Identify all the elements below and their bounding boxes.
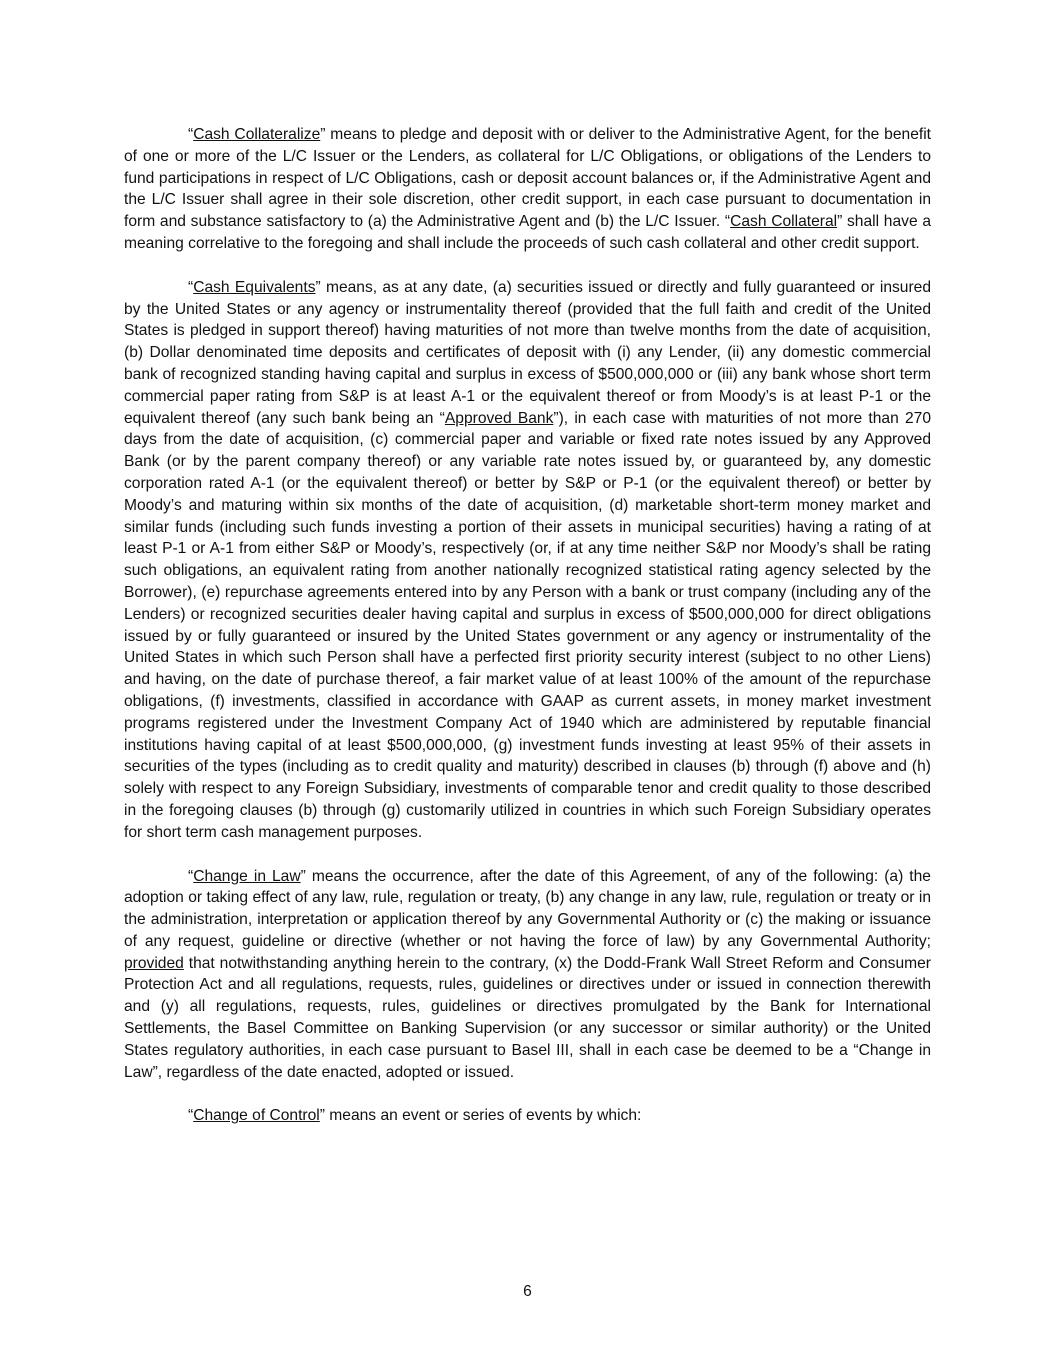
underlined-provided: provided bbox=[124, 954, 184, 972]
open-quote: “ bbox=[188, 1107, 194, 1125]
defined-term-cash-collateralize: Cash Collateralize bbox=[193, 126, 321, 143]
definition-cash-equivalents bbox=[124, 277, 931, 844]
close-quote: ” bbox=[319, 1107, 325, 1125]
definition-text: ” shall have a meaning correlative to the foregoing and shall include the proceeds of such cash collateral and other credit support. bbox=[124, 213, 932, 252]
definition-change-in-law bbox=[124, 866, 931, 1084]
close-quote: ” bbox=[320, 126, 326, 143]
definition-text: means to pledge and deposit with or deliver to the Administrative Agent, for the benefit of one or more of the L/C Issuer or the Lenders, as collateral for L/C Obligations, or obligations of the Lenders to fund participations in respect of L/C Obligations, cash or deposit account balances or, if the Administrative Agent and the L/C Issuer shall agree in their sole discretion, other credit support, in each case pursuant to documentation in form and substance satisfactory to (a) the Administrative Agent and (b) the L/C Issuer. “ bbox=[124, 126, 931, 231]
definition-cash-collateralize bbox=[124, 124, 931, 255]
defined-term-cash-equivalents: Cash Equivalents bbox=[193, 278, 316, 296]
document-body bbox=[124, 124, 931, 1149]
definition-text: ”), in each case with maturities of not more than 270 days from the date of acquisition, (c) commercial paper and variable or fixed rate notes issued by any Approved Bank (or by the parent company thereof) or any variable rate notes issued by, or guaranteed by, any domestic corporation rated A-1 (or the equivalent thereof) or better by S&P or P-1 (or the equivalent thereof) or better by Moody’s and maturing within six months of the date of acquisition, (d) marketable short-term money market and similar funds (including such funds investing a portion of their assets in municipal securities) having a rating of at least P-1 or A-1 from either S&P or Moody’s, respectively (or, if at any time neither S&P nor Moody’s shall be rating such obligations, an equivalent rating from another nationally recognized statistical rating agency selected by the Borrower), (e) repurchase agreements entered into by any Person with a bank or trust company (including any of the Lenders) or recognized securities dealer having capital and surplus in excess of $500,000,000 for direct obligations issued by or fully guaranteed or insured by the United States government or any agency or instrumentality of the United States in which such Person shall have a perfected first priority security interest (subject to no other Liens) and having, on the date of purchase thereof, a fair market value of at least 100% of the amount of the repurchase obligations, (f) investments, classified in accordance with GAAP as current assets, in money market investment programs registered under the Investment Company Act of 1940 which are administered by reputable financial institutions having capital of at least $500,000,000, (g) investment funds investing at least 95% of their assets in securities of the types (including as to credit quality and maturity) described in clauses (b) through (f) above and (h) solely with respect to any Foreign Subsidiary, investments of comparable tenor and credit quality to those described in the foregoing clauses (b) through (g) customarily utilized in countries in which such Foreign Subsidiary operates for short term cash management purposes. bbox=[124, 409, 931, 841]
definition-text: means an event or series of events by which: bbox=[324, 1107, 642, 1125]
close-quote: ” bbox=[315, 278, 321, 296]
open-quote: “ bbox=[188, 278, 194, 296]
defined-term-change-in-law: Change in Law bbox=[193, 867, 301, 885]
defined-term-cash-collateral: Cash Collateral bbox=[730, 213, 838, 231]
definition-text: that notwithstanding anything herein to the contrary, (x) the Dodd-Frank Wall Street Reform and Consumer Protection Act and all regulations, requests, rules, guidelines or directives under or issued in connection therewith and (y) all regulations, requests, rules, guidelines or directives promulgated by the Bank for International Settlements, the Basel Committee on Banking Supervision (or any successor or similar authority) or the United States regulatory authorities, in each case pursuant to Basel III, shall in each case be deemed to be a “Change in Law”, regardless of the date enacted, adopted or issued. bbox=[124, 954, 931, 1081]
definition-change-of-control bbox=[124, 1105, 931, 1127]
definition-text: means, as at any date, (a) securities issued or directly and fully guaranteed or insured by the United States or any agency or instrumentality thereof (provided that the full faith and credit of the United States is pledged in support thereof) having maturities of not more than twelve months from the date of acquisition, (b) Dollar denominated time deposits and certificates of deposit with (i) any Lender, (ii) any domestic commercial bank of recognized standing having capital and surplus in excess of $500,000,000 or (iii) any bank whose short term commercial paper rating from S&P is at least A-1 or the equivalent thereof or from Moody’s is at least P-1 or the equivalent thereof (any such bank being an “ bbox=[124, 278, 932, 427]
definition-text: means the occurrence, after the date of this Agreement, of any of the following: (a) the adoption or taking effect of any law, rule, regulation or treaty, (b) any change in any law, rule, regulation or treaty or in the administration, interpretation or application thereof by any Governmental Authority or (c) the making or issuance of any request, guideline or directive (whether or not having the force of law) by any Governmental Authority; bbox=[124, 867, 931, 950]
open-quote: “ bbox=[188, 867, 194, 885]
defined-term-approved-bank: Approved Bank bbox=[444, 409, 554, 427]
defined-term-change-of-control: Change of Control bbox=[193, 1107, 320, 1125]
open-quote: “ bbox=[188, 126, 194, 143]
page-number: 6 bbox=[523, 1283, 532, 1300]
close-quote: ” bbox=[300, 867, 306, 885]
